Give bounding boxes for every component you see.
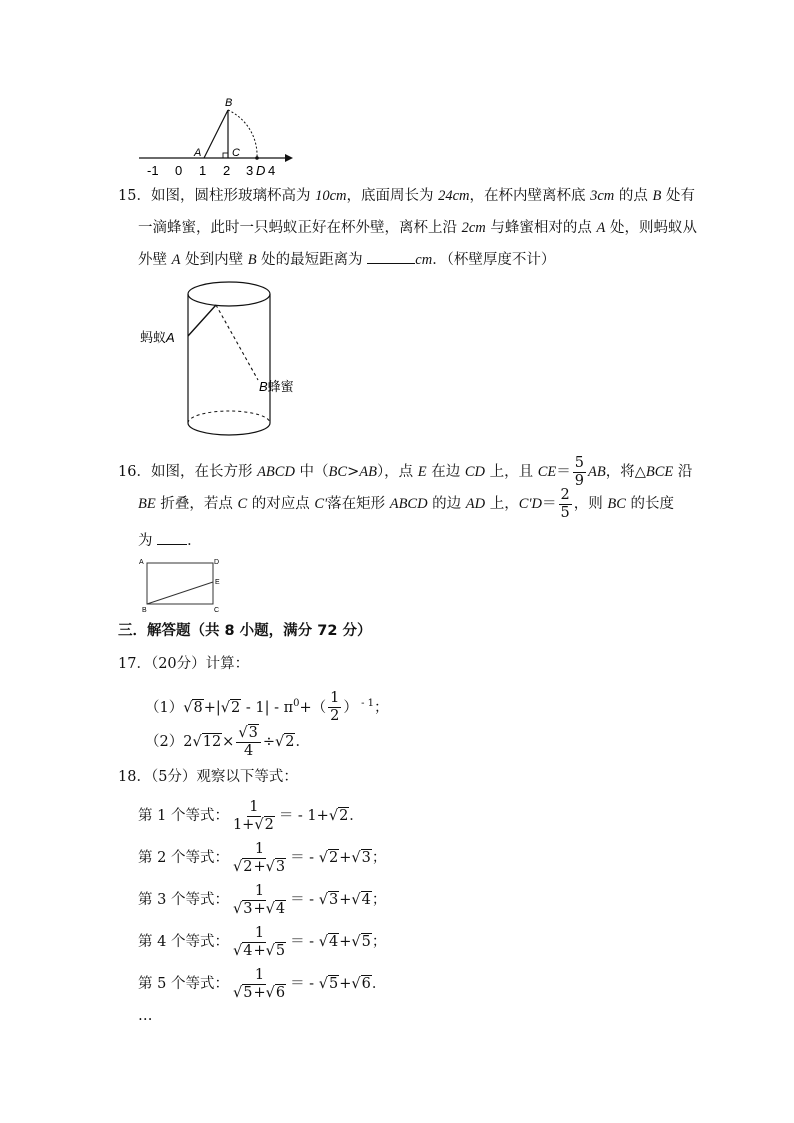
right-angle-mark: [223, 153, 228, 158]
label-e: E: [215, 579, 220, 586]
axis-arrow: [285, 154, 293, 162]
label-d: D: [256, 163, 266, 178]
label-a: A: [139, 559, 144, 566]
tick-label: 1: [199, 163, 207, 178]
ant-path: [188, 305, 216, 336]
tick-label: 4: [268, 163, 276, 178]
equation-4: 第 4 个等式： $\frac{1}{√4+√5}$ ＝ - √4+√5；: [138, 924, 387, 959]
sqrt: √8: [183, 699, 203, 716]
q15-line1: 15．如图，圆柱形玻璃杯高为 10cm，底面周长为 24cm，在杯内壁离杯底 3cm 的点 B 处有: [118, 188, 695, 204]
section-heading: 三．解答题（共 8 小题，满分 72 分）: [118, 623, 372, 639]
bottom-front: [188, 423, 270, 435]
q16-line1: 16．如图，在长方形 ABCD 中（BC>AB），点 E 在边 CD 上，且 CE＝ $\frac{5}{9}$ AB，将△BCE 沿: [118, 454, 693, 489]
segment-ab: [204, 110, 228, 158]
q17-head: 17．（20分）计算：: [118, 656, 250, 672]
point-d: [255, 156, 259, 160]
q16-line2: BE 折叠，若点 C 的对应点 C'落在矩形 ABCD 的边 AD 上，C'D＝ $\frac{2}{5}$ ，则 BC 的长度: [138, 486, 674, 521]
q15-line3: 外壁 A 处到内壁 B 处的最短距离为 cm．（杯壁厚度不计）: [138, 249, 555, 270]
answer-blank: [367, 249, 415, 264]
tick-label: 0: [175, 163, 183, 178]
tick-label: 2: [223, 163, 231, 178]
q15-line2: 一滴蜂蜜，此时一只蚂蚁正好在杯外壁，离杯上沿 2cm 与蜂蜜相对的点 A 处，则蚂蚁从: [138, 220, 697, 236]
rect-abcd: [147, 563, 213, 604]
equation-5: 第 5 个等式： $\frac{1}{√5+√6}$ ＝ - √5+√6．: [138, 966, 387, 1001]
fraction: $\frac{√3}{4}$: [236, 725, 260, 760]
ant-label: 蚂蚁A: [140, 330, 175, 345]
fraction: $\frac{2}{5}$: [560, 486, 570, 521]
ellipsis: …: [138, 1008, 153, 1024]
q17-part1: $(1)√8+|√2 - 1| - \pi^0+$（ $\frac{1}{2}$ ） $^{- 1}$；: [145, 690, 389, 725]
label-b: B: [142, 607, 147, 614]
equation-2: 第 2 个等式： $\frac{1}{√2+√3}$ ＝ - √2+√3；: [138, 840, 387, 875]
q17-part2: （2）2√12× $\frac{√3}{4}$ ÷√2．: [145, 722, 310, 762]
sqrt: √12: [192, 734, 222, 750]
label-a: A: [194, 147, 202, 159]
inner-path: [216, 305, 258, 380]
fraction: $\frac{1}{2}$: [330, 690, 340, 725]
answer-blank: [157, 530, 187, 545]
rectangle-figure: [138, 556, 228, 614]
fraction: $\frac{5}{9}$: [574, 454, 585, 489]
honey-label: B蜂蜜: [259, 379, 294, 394]
segment-be: [147, 582, 213, 604]
tick-label: -1: [147, 163, 159, 178]
q16-line3: 为 ．: [138, 530, 202, 551]
label-d: D: [214, 559, 220, 566]
q18-head: 18．（5分）观察以下等式：: [118, 769, 298, 785]
top-ellipse: [188, 282, 270, 306]
bottom-back: [188, 411, 270, 423]
sqrt: √2: [220, 699, 241, 716]
label-c: C: [214, 607, 220, 614]
cylinder-figure: [138, 278, 318, 438]
equation-3: 第 3 个等式： $\frac{1}{√3+√4}$ ＝ - √3+√4；: [138, 882, 387, 917]
label-b: B: [225, 97, 233, 109]
label-c: C: [232, 147, 240, 159]
tick-label: 3: [246, 163, 254, 178]
sqrt: √2: [274, 734, 295, 750]
number-line-figure: [135, 95, 300, 180]
equation-1: 第 1 个等式： $\frac{1}{1+√2}$ ＝ - 1+√2．: [138, 798, 364, 833]
